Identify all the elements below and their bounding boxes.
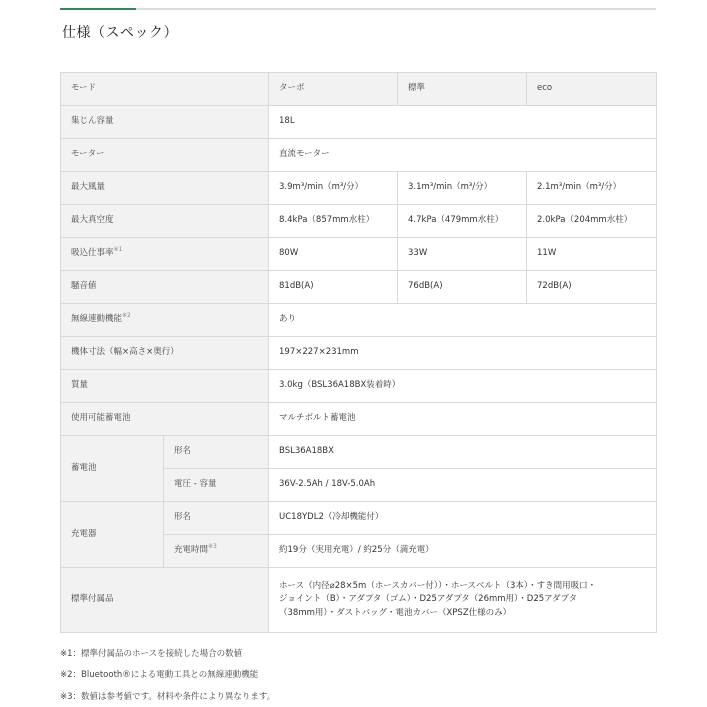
vacuum-turbo: 8.4kPa（857mm水柱） (269, 205, 398, 238)
value-dust-capacity: 18L (269, 106, 657, 139)
value-battery-voltage: 36V-2.5Ah / 18V-5.0Ah (269, 469, 657, 502)
airflow-eco: 2.1m³/min（m³/分） (527, 172, 657, 205)
top-divider (60, 8, 656, 10)
label-mode: モード (61, 73, 269, 106)
vacuum-eco: 2.0kPa（204mm水柱） (527, 205, 657, 238)
value-charger-model: UC18YDL2（冷却機能付） (269, 502, 657, 535)
footnote-ref-2: ※2 (122, 312, 131, 320)
label-wireless: 無線連動機能 (71, 314, 123, 325)
spec-row-max-vacuum (61, 205, 657, 238)
label-suction-power: 吸込仕事率 (71, 248, 114, 259)
footnote-3: ※3：数値は参考値です。材料や条件により異なります。 (60, 692, 276, 702)
footnote-1: ※1：標準付属品のホースを接続した場合の数値 (60, 649, 243, 659)
footnote-2: ※2：Bluetooth®による電動工具との無線連動機能 (60, 670, 259, 680)
footnote-ref-3: ※3 (208, 543, 217, 551)
label-charge-time-cell (164, 535, 269, 568)
airflow-turbo: 3.9m³/min（m³/分） (269, 172, 398, 205)
mode-turbo: ターボ (269, 73, 398, 106)
label-battery: 蓄電池 (61, 436, 164, 502)
footnote-ref-1: ※1 (113, 246, 123, 254)
label-suction-power-cell (61, 238, 269, 271)
value-motor: 直流モーター (269, 139, 657, 172)
spec-row-battery-type (61, 403, 657, 436)
spec-row-noise (61, 271, 657, 304)
suction-turbo: 80W (269, 238, 398, 271)
mode-standard: 標準 (398, 73, 527, 106)
label-noise: 騒音値 (61, 271, 269, 304)
value-battery-model: BSL36A18BX (269, 436, 657, 469)
spec-row-motor (61, 139, 657, 172)
label-charger-model: 形名 (164, 502, 269, 535)
label-max-airflow: 最大風量 (61, 172, 269, 205)
page-title: 仕様（スペック） (62, 25, 178, 41)
label-weight: 質量 (61, 370, 269, 403)
spec-row-max-airflow (61, 172, 657, 205)
label-battery-model: 形名 (164, 436, 269, 469)
suction-eco: 11W (527, 238, 657, 271)
suction-standard: 33W (398, 238, 527, 271)
value-accessories (269, 568, 657, 633)
spec-row-dimensions (61, 337, 657, 370)
label-wireless-cell (61, 304, 269, 337)
spec-row-suction-power (61, 238, 657, 271)
noise-turbo: 81dB(A) (269, 271, 398, 304)
noise-standard: 76dB(A) (398, 271, 527, 304)
spec-row-accessories (61, 568, 657, 633)
spec-row-dust-capacity (61, 106, 657, 139)
top-divider-accent (60, 8, 136, 10)
spec-table (60, 72, 657, 633)
label-battery-type: 使用可能蓄電池 (61, 403, 269, 436)
label-charge-time: 充電時間 (174, 545, 209, 556)
spec-row-battery-model (61, 436, 657, 469)
value-wireless: あり (269, 304, 657, 337)
vacuum-standard: 4.7kPa（479mm水柱） (398, 205, 527, 238)
noise-eco: 72dB(A) (527, 271, 657, 304)
accessories-line: （38mm用）・ダストバッグ・電池カバー（XPSZ仕様のみ） (279, 607, 512, 618)
value-dimensions: 197×227×231mm (269, 337, 657, 370)
airflow-standard: 3.1m³/min（m³/分） (398, 172, 527, 205)
accessories-line: ジョイント（B）・アダプタ（ゴム）・D25アダプタ（26mm用）・D25アダプタ (279, 594, 577, 605)
label-dimensions: 機体寸法（幅×高さ×奥行） (61, 337, 269, 370)
label-charger: 充電器 (61, 502, 164, 568)
accessories-line: ホース（内径⌀28×5m（ホースカバー付））・ホースベルト（3本）・すき間用吸口・ (279, 581, 597, 592)
spec-row-wireless (61, 304, 657, 337)
label-max-vacuum: 最大真空度 (61, 205, 269, 238)
spec-row-weight (61, 370, 657, 403)
label-accessories: 標準付属品 (61, 568, 269, 633)
label-dust-capacity: 集じん容量 (61, 106, 269, 139)
label-motor: モーター (61, 139, 269, 172)
label-battery-voltage: 電圧 - 容量 (164, 469, 269, 502)
mode-eco: eco (527, 73, 657, 106)
value-weight: 3.0kg（BSL36A18BX装着時） (269, 370, 657, 403)
value-charge-time: 約19分（実用充電）/ 約25分（満充電） (269, 535, 657, 568)
spec-row-mode (61, 73, 657, 106)
value-battery-type: マルチボルト蓄電池 (269, 403, 657, 436)
spec-row-charger-model (61, 502, 657, 535)
